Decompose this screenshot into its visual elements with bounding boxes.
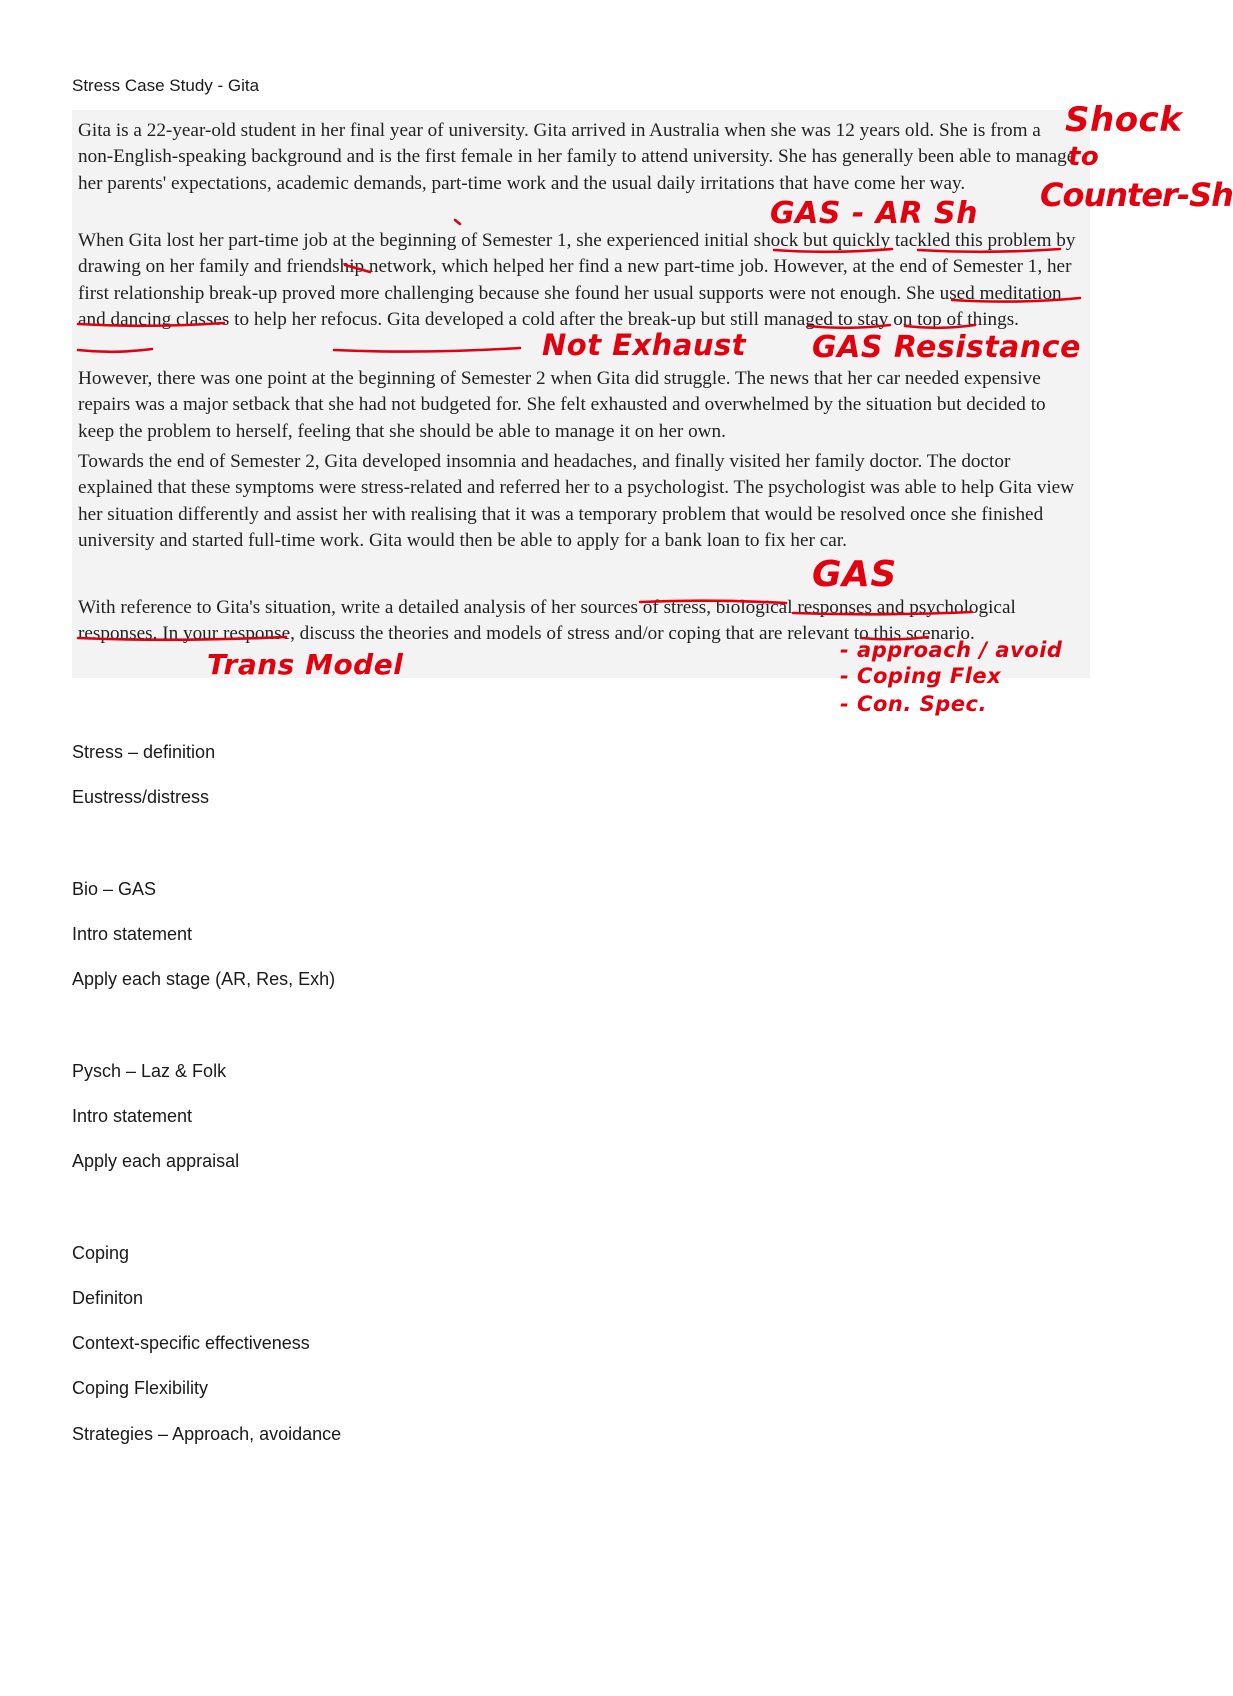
annotation-approach-avoid: - approach / avoid bbox=[840, 638, 1063, 662]
outline-item: Intro statement bbox=[72, 924, 193, 944]
outline-item: Strategies – Approach, avoidance bbox=[72, 1424, 342, 1444]
outline-item: Apply each stage (AR, Res, Exh) bbox=[72, 969, 336, 989]
case-study-scan bbox=[72, 110, 1090, 678]
outline-item: Definiton bbox=[72, 1288, 144, 1308]
case-paragraph-3: However, there was one point at the beginning of Semester 2 when Gita did struggle. The news that her car needed expensive repairs was a major setback that she had not budgeted for. She felt exhausted and overwhelmed by the situation but decided to keep the problem to herself, feeling that she should be able to manage it on her own. bbox=[78, 368, 1046, 442]
annotation-gas-resistance: GAS Resistance bbox=[812, 330, 1081, 365]
document-title: Stress Case Study - Gita bbox=[72, 76, 260, 95]
case-paragraph-1: Gita is a 22-year-old student in her final year of university. Gita arrived in Australia when she was 12 years old. She is from a non-English-speaking background and is the first female in her family to attend university. She has generally been able to manage her parents' expectations, academic demands, part-time work and the usual daily irritations that have come her way. bbox=[78, 120, 1076, 194]
annotation-coping-flex: - Coping Flex bbox=[840, 664, 1002, 688]
task-question: With reference to Gita's situation, write a detailed analysis of her sources of stress, biological responses and psychological responses. In your response, discuss the theories and models of stress and/or coping that are relevant to this scenario. bbox=[78, 597, 1016, 645]
annotation-gas: GAS bbox=[812, 554, 897, 595]
outline-item: Apply each appraisal bbox=[72, 1151, 240, 1171]
outline-item: Coping bbox=[72, 1243, 130, 1263]
outline-item: Pysch – Laz & Folk bbox=[72, 1061, 227, 1081]
outline-item: Intro statement bbox=[72, 1106, 193, 1126]
annotation-not-exhaust: Not Exhaust bbox=[542, 328, 747, 362]
outline-item: Stress – definition bbox=[72, 742, 216, 762]
annotation-trans-model: Trans Model bbox=[207, 648, 404, 681]
case-paragraph-2: When Gita lost her part-time job at the beginning of Semester 1, she experienced initial shock but quickly tackled this problem by drawing on her family and friendship network, which helped her find a new part-time job. However, at the end of Semester 1, her first relationship break-up proved more challenging because she found her usual supports were not enough. She used meditation and dancing classes to help her refocus. Gita developed a cold after the break-up but still managed to stay on top of things. bbox=[78, 230, 1076, 330]
annotation-gas-ar-sh: GAS - AR Sh bbox=[770, 196, 979, 231]
outline-item: Bio – GAS bbox=[72, 879, 157, 899]
annotation-to: to bbox=[1068, 142, 1100, 172]
outline-item: Coping Flexibility bbox=[72, 1378, 209, 1398]
annotation-con-spec: - Con. Spec. bbox=[840, 692, 987, 716]
outline-item: Context-specific effectiveness bbox=[72, 1333, 310, 1353]
outline-item: Eustress/distress bbox=[72, 787, 210, 807]
annotation-shock: Shock bbox=[1065, 100, 1183, 140]
case-paragraph-4: Towards the end of Semester 2, Gita developed insomnia and headaches, and finally visited her family doctor. The doctor explained that these symptoms were stress-related and referred her to a psychologist. The psychologist was able to help Gita view her situation differently and assist her with realising that it was a temporary problem that would be resolved once she finished university and started full-time work. Gita would then be able to apply for a bank loan to fix her car. bbox=[78, 451, 1075, 551]
annotation-counter-shock: Counter-Sh bbox=[1040, 176, 1233, 214]
